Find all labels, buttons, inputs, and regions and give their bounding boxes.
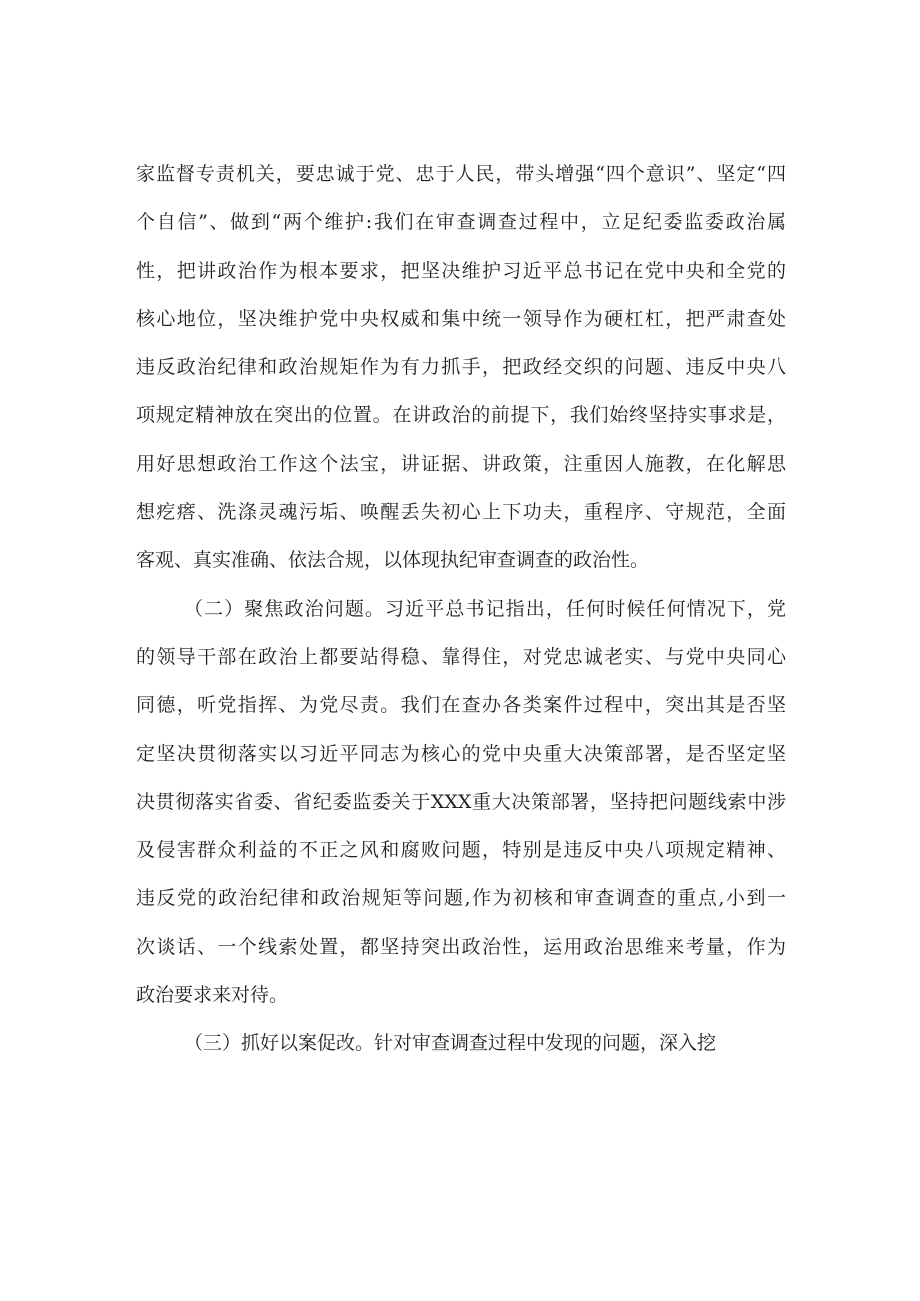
text-line: 家监督专责机关，要忠诚于党、忠于人民，带头增强“四个意识”、坚定“四 [136, 163, 786, 185]
text-line: 用好思想政治工作这个法宝，讲证据、讲政策，注重因人施教，在化解思 [136, 452, 786, 475]
text-line: 核心地位，坚决维护党中央权威和集中统一领导作为硬杠杠，把严肃查处 [136, 307, 786, 330]
text-line: （三）抓好以案促改。针对审查调查过程中发现的问题，深入挖 [184, 1032, 717, 1055]
paragraph-1 [136, 150, 786, 585]
paragraph-3 [136, 1019, 786, 1067]
text-line: 性，把讲政治作为根本要求，把坚决维护习近平总书记在党中央和全党的 [136, 259, 786, 282]
body-text [136, 150, 786, 1068]
text-line: 决贯彻落实省委、省纪委监委关于XXX重大决策部署，坚持把问题线索中涉 [136, 790, 786, 813]
paragraph-2 [136, 585, 786, 1020]
text-line: 项规定精神放在突出的位置。在讲政治的前提下，我们始终坚持实事求是， [136, 404, 786, 427]
text-line: （二）聚焦政治问题。习近平总书记指出，任何时候任何情况下，党 [184, 597, 786, 620]
text-line: 客观、真实准确、依法合规，以体现执纪审查调查的政治性。 [136, 549, 650, 572]
text-line: 及侵害群众利益的不正之风和腐败问题，特别是违反中央八项规定精神、 [136, 839, 786, 862]
text-line: 个自信”、做到“两个维护:我们在审查调查过程中，立足纪委监委政治属 [136, 211, 786, 234]
text-line: 次谈话、一个线索处置，都坚持突出政治性，运用政治思维来考量，作为 [136, 935, 786, 958]
text-line: 违反政治纪律和政治规矩作为有力抓手，把政经交织的问题、违反中央八 [136, 356, 786, 379]
text-line: 违反党的政治纪律和政治规矩等问题,作为初核和审查调查的重点,小到一 [136, 887, 786, 910]
text-line: 想疙瘩、洗涤灵魂污垢、唤醒丢失初心上下功夫，重程序、守规范，全面 [136, 501, 786, 524]
text-line: 政治要求来对待。 [136, 984, 289, 1007]
text-line: 定坚决贯彻落实以习近平同志为核心的党中央重大决策部署，是否坚定坚 [136, 742, 786, 765]
text-line: 同德，听党指挥、为党尽责。我们在查办各类案件过程中，突出其是否坚 [136, 694, 786, 717]
text-line: 的领导干部在政治上都要站得稳、靠得住，对党忠诚老实、与党中央同心 [136, 645, 786, 668]
